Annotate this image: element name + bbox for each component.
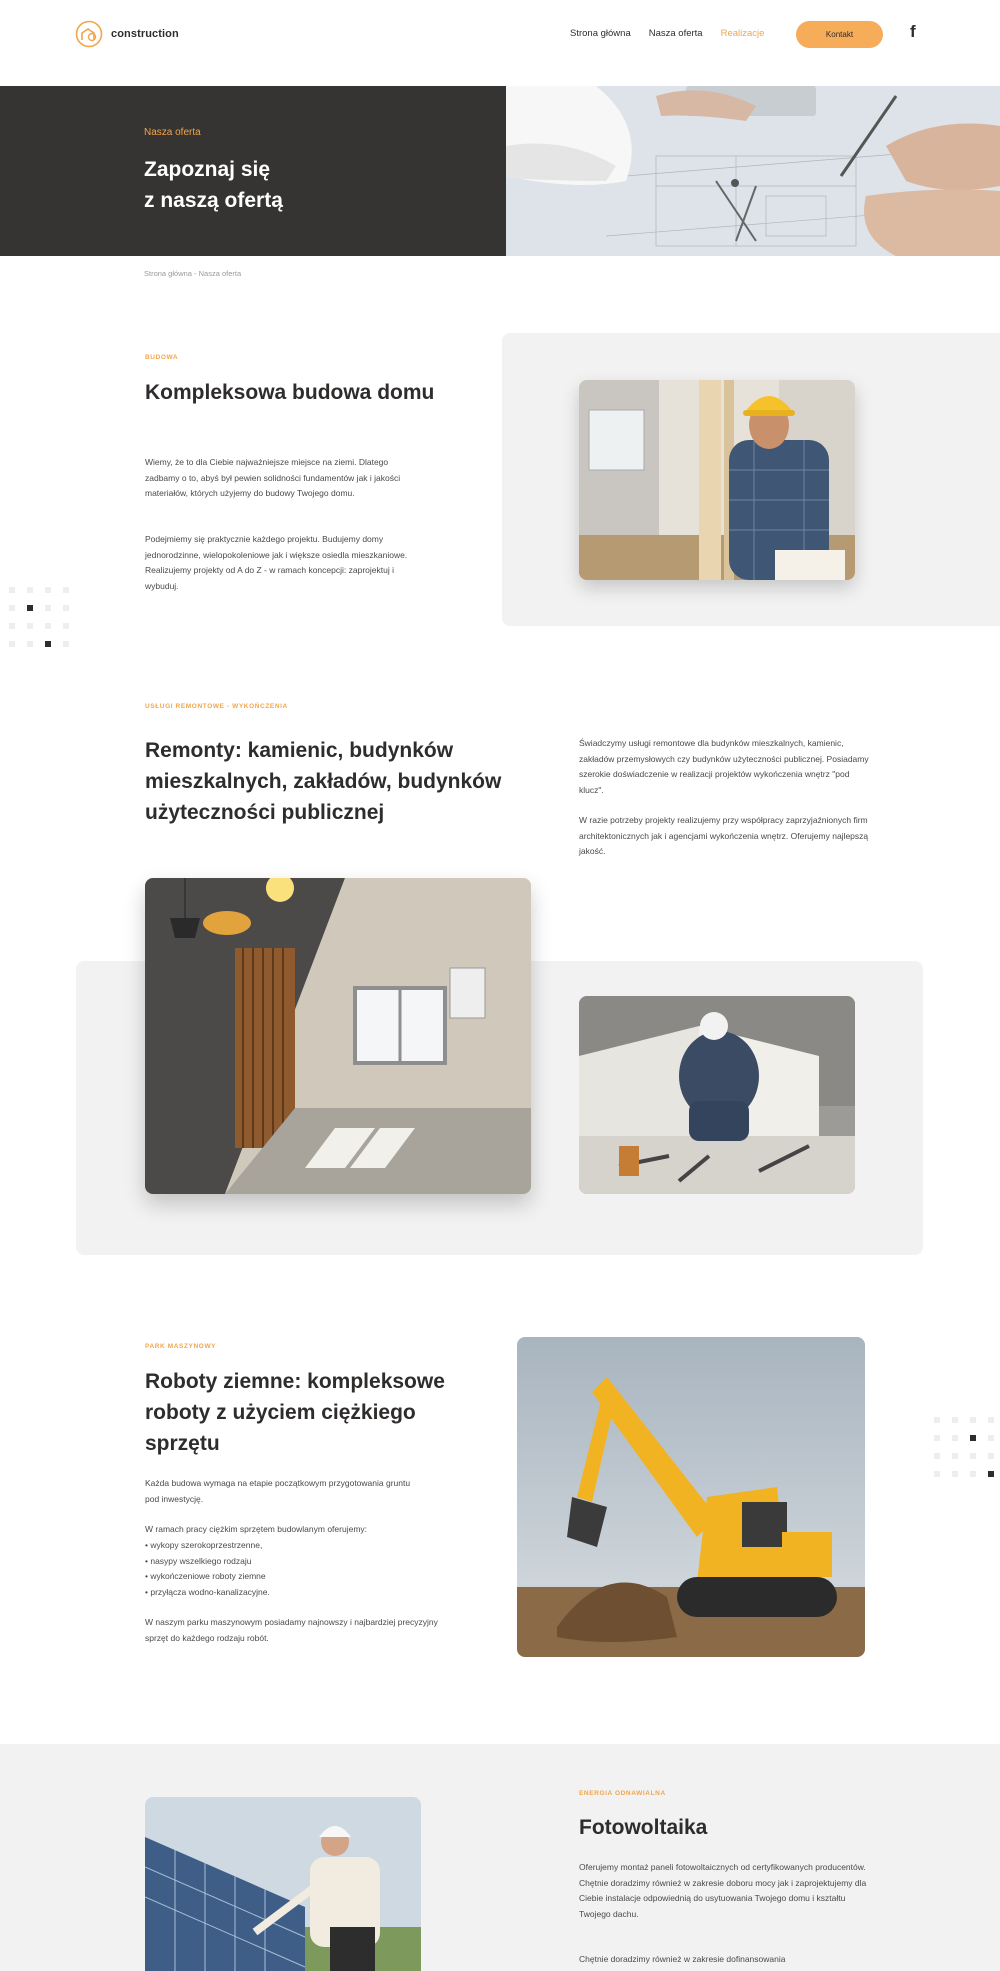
section-kicker-budowa: BUDOWA [145,354,179,361]
section-text: W naszym parku maszynowym posiadamy najnowszy i najbardziej precyzyjny sprzęt do każdego rodzaju robót. [145,1617,438,1643]
section-text: Wiemy, że to dla Ciebie najważniejsze miejsce na ziemi. Dlatego zadbamy o to, abyś był pewien solidności fundamentów jak i jakości materiałów, których użyjemy do budowy Twojego domu. [145,457,401,498]
section-title-budowa: Kompleksowa budowa domu [145,381,435,404]
section-title-park: Roboty ziemne: kompleksowe roboty z użyciem ciężkiego sprzętu [145,1370,445,1455]
section-kicker-foto: ENERGIA ODNAWIALNA [579,1790,666,1797]
section-kicker-park: PARK MASZYNOWY [145,1343,217,1350]
main-nav [570,28,764,39]
contact-button[interactable]: Kontakt [796,21,883,48]
list-item: • przyłącza wodno-kanalizacyjne. [145,1585,270,1601]
section-title-foto: Fotowoltaika [579,1816,708,1839]
decorative-dots [9,587,69,647]
hero-text-panel [0,86,506,256]
list-item: • wykończeniowe roboty ziemne [145,1569,270,1585]
logo-text: construction [111,28,179,40]
hero-banner [0,86,1000,256]
hero-kicker: Nasza oferta [144,127,201,138]
nav-item-realizations[interactable]: Realizacje [720,28,765,39]
hero-blueprint-photo [506,86,1000,256]
list-item: • nasypy wszelkiego rodzaju [145,1554,270,1570]
section-text: Chętnie doradzimy również w zakresie dofinansowania [579,1954,786,1964]
section-text: W ramach pracy ciężkim sprzętem budowlanym oferujemy: [145,1524,368,1534]
logo[interactable] [75,20,179,48]
page-title: Zapoznaj się z naszą ofertą [144,158,283,212]
section-text: Oferujemy montaż paneli fotowoltaicznych od certyfikowanych producentów. Chętnie doradzimy również w zakresie doboru mocy jak i zaprojektujemy dla Ciebie instalacje odpowiednią do usytuowania Twojego domu i kształtu Twojego dachu. [579,1862,867,1919]
house-logo-icon [75,20,103,48]
section-title-remonty: Remonty: kamienic, budynków mieszkalnych, zakładów, budynków użyteczności publicznej [145,739,502,824]
section-kicker-remonty: USŁUGI REMONTOWE - WYKOŃCZENIA [145,703,288,710]
section-text: Każda budowa wymaga na etapie początkowym przygotowania gruntu pod inwestycję. [145,1478,411,1504]
facebook-icon[interactable]: f [910,22,916,41]
excavator-photo [517,1337,865,1657]
section-text: Podejmiemy się praktycznie każdego projektu. Budujemy domy jednorodzinne, wielopokoleniowe jak i większe osiedla mieszkaniowe. Realizujemy projekty od A do Z - w ramach koncepcji: zaprojektuj i wybuduj. [145,534,408,591]
breadcrumb[interactable]: Strona główna - Nasza oferta [144,269,242,278]
nav-item-home[interactable]: Strona główna [570,28,631,39]
section-text: Świadczymy usługi remontowe dla budynków mieszkalnych, kamienic, zakładów przemysłowych czy budynków użyteczności publicznej. Posiadamy szerokie doświadczenie w realizacji projektów wykończenia wnętrz "pod klucz". [579,738,869,795]
builder-photo [579,380,855,580]
list-item: • wykopy szerokoprzestrzenne, [145,1538,270,1554]
tiler-worker-photo [579,996,855,1194]
interior-before-after-photo [145,878,531,1194]
services-list [145,1538,270,1600]
solar-panel-photo [145,1797,421,1971]
nav-item-offer[interactable]: Nasza oferta [648,28,703,39]
section-text: W razie potrzeby projekty realizujemy przy współpracy zaprzyjaźnionych firm architektonicznych jak i agencjami wykończenia wnętrz. Oferujemy najlepszą jakość. [579,815,869,856]
decorative-dots [934,1417,994,1477]
site-header [0,0,1000,86]
